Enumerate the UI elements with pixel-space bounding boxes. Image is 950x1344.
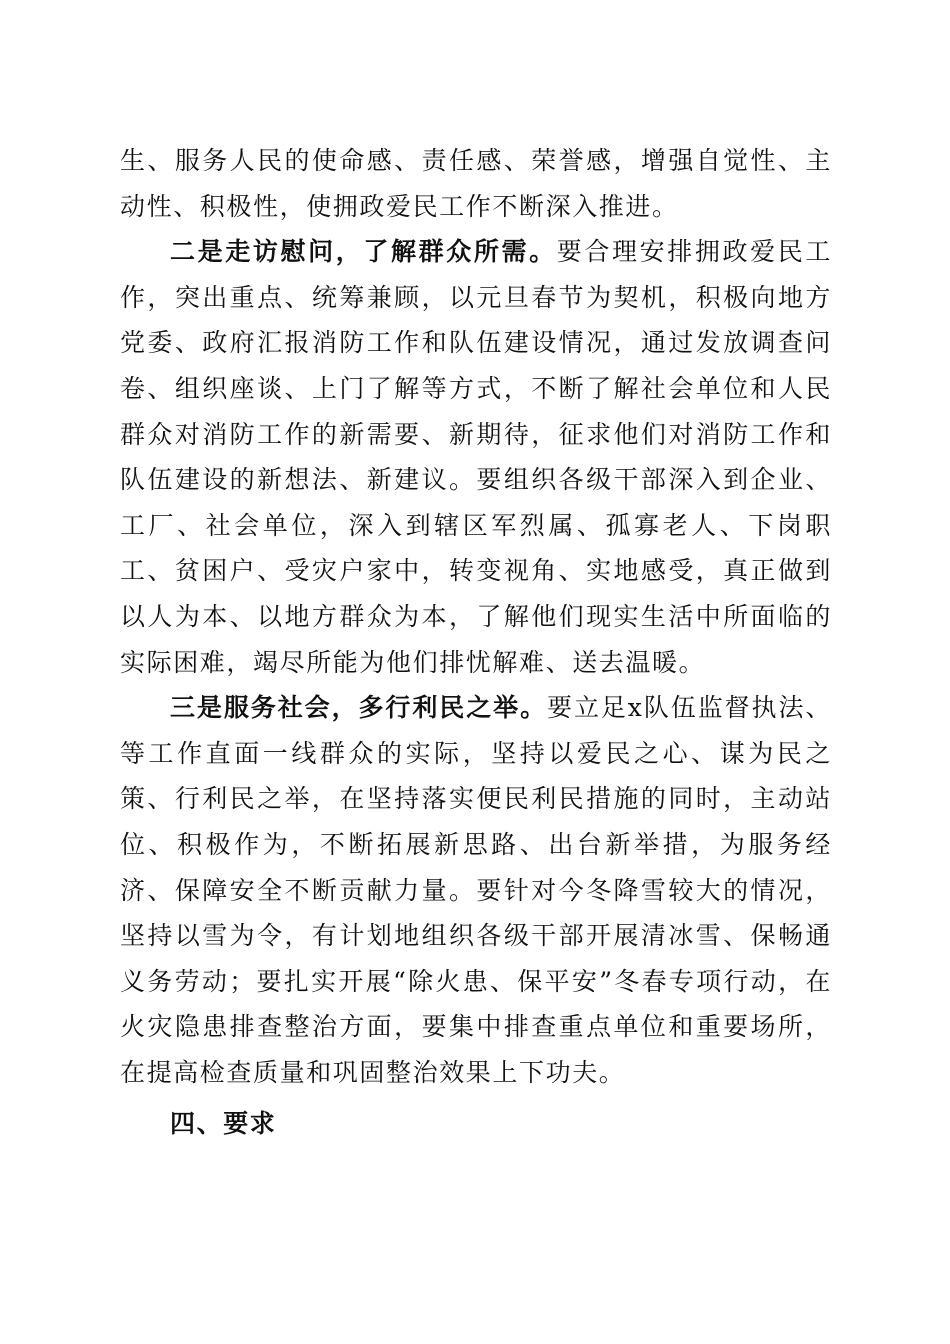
document-body <box>120 138 832 1147</box>
paragraph-continuation <box>120 138 832 229</box>
paragraph-text: 要合理安排拥政爱民工作，突出重点、统筹兼顾，以元旦春节为契机，积极向地方党委、政府汇报消防工作和队伍建设情况，通过发放调查问卷、组织座谈、上门了解等方式，不断了解社会单位和人民群众对消防工作的新需要、新期待，征求他们对消防工作和队伍建设的新想法、新建议。要组织各级干部深入到企业、工厂、社会单位，深入到辖区军烈属、孤寡老人、下岗职工、贫困户、受灾户家中，转变视角、实地感受，真正做到以人为本、以地方群众为本，了解他们现实生活中所面临的实际困难，竭尽所能为他们排忧解难、送去温暖。 <box>120 237 832 677</box>
paragraph-serve-society <box>120 685 832 1095</box>
paragraph-lead: 二是走访慰问，了解群众所需。 <box>170 237 557 267</box>
paragraph-lead: 三是服务社会，多行利民之举。 <box>170 693 548 723</box>
paragraph-text: 生、服务人民的使命感、责任感、荣誉感，增强自觉性、主动性、积极性，使拥政爱民工作不断深入推进。 <box>120 146 832 221</box>
paragraph-visit-masses <box>120 229 832 685</box>
section-heading: 四、要求 <box>170 1109 277 1139</box>
paragraph-text: 要立足x队伍监督执法、等工作直面一线群众的实际，坚持以爱民之心、谋为民之策、行利民之举，在坚持落实便民利民措施的同时，主动站位、积极作为，不断拓展新思路、出台新举措，为服务经济、保障安全不断贡献力量。要针对今冬降雪较大的情况，坚持以雪为令，有计划地组织各级干部开展清冰雪、保畅通义务劳动；要扎实开展“除火患、保平安”冬春专项行动，在火灾隐患排查整治方面，要集中排查重点单位和重要场所，在提高检查质量和巩固整治效果上下功夫。 <box>120 693 833 1087</box>
